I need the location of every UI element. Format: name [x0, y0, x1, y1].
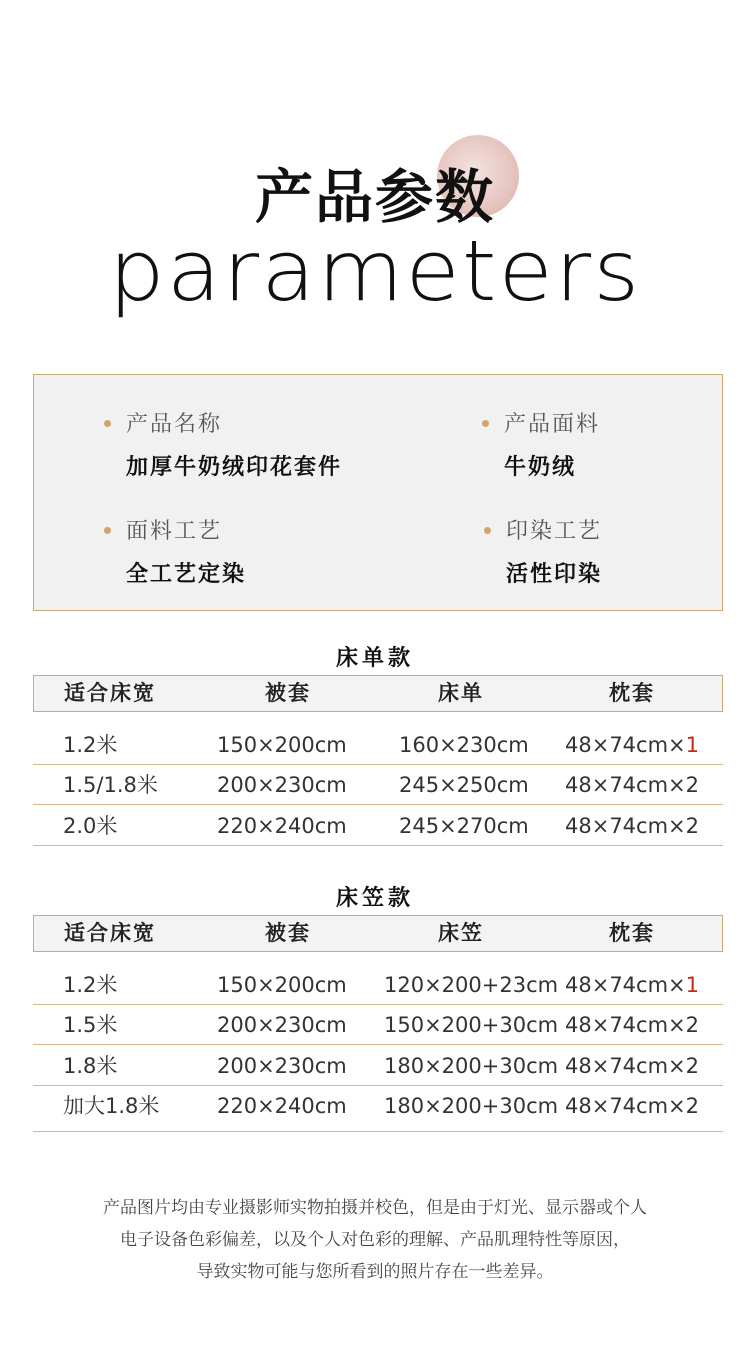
cell-pillow: [565, 1086, 699, 1126]
sheet-table-title: 床单款: [335, 646, 414, 671]
pillow-count: 1: [685, 973, 700, 997]
pillow-size: 48×74cm×: [565, 1013, 686, 1037]
cell-width: 2.0米: [63, 814, 118, 838]
table-row: [33, 765, 723, 805]
info-label: 面料工艺: [126, 519, 223, 544]
info-label: 印染工艺: [506, 519, 603, 544]
page-title: 产品参数: [254, 163, 495, 231]
bullet-dot-icon: [104, 527, 111, 534]
cell-duvet: 220×240cm: [217, 1094, 347, 1118]
product-info-panel: [33, 374, 723, 611]
disclaimer-line: 产品图片均由专业摄影师实物拍摄并校色，但是由于灯光、显示器或个人: [103, 1198, 647, 1218]
cell-width: 1.2米: [63, 733, 118, 757]
cell-duvet: 220×240cm: [217, 814, 347, 838]
info-value: 加厚牛奶绒印花套件: [126, 455, 343, 480]
bullet-dot-icon: [104, 420, 111, 427]
table-row: [33, 1046, 723, 1086]
info-value: 全工艺定染: [126, 562, 247, 587]
cell-pillow: [565, 1005, 699, 1045]
info-fabric-process: [126, 514, 246, 588]
cell-fitted-sheet: 120×200+23cm: [384, 973, 559, 997]
table-row: [33, 965, 723, 1005]
pillow-count: 2: [685, 773, 700, 797]
header-cell: 枕套: [609, 681, 655, 705]
cell-duvet: 200×230cm: [217, 1013, 347, 1037]
pillow-count: 2: [685, 814, 700, 838]
header-cell: 适合床宽: [64, 921, 156, 945]
pillow-count: 2: [685, 1013, 700, 1037]
cell-fitted-sheet: 180×200+30cm: [384, 1094, 559, 1118]
info-value: 牛奶绒: [504, 455, 577, 480]
info-value: 活性印染: [506, 562, 603, 587]
cell-width: 加大1.8米: [63, 1094, 160, 1118]
cell-duvet: 150×200cm: [217, 973, 347, 997]
page-subtitle: parameters: [108, 222, 642, 320]
header-cell: 床笠: [438, 921, 484, 945]
header-cell: 适合床宽: [64, 681, 156, 705]
disclaimer-text: [0, 1192, 750, 1288]
header-cell: 枕套: [609, 921, 655, 945]
cell-duvet: 200×230cm: [217, 1054, 347, 1078]
sheet-table-header: [33, 675, 723, 712]
header-cell: 床单: [438, 681, 484, 705]
pillow-size: 48×74cm×: [565, 1094, 686, 1118]
info-label: 产品名称: [126, 412, 223, 437]
pillow-size: 48×74cm×: [565, 973, 686, 997]
pillow-size: 48×74cm×: [565, 814, 686, 838]
bullet-dot-icon: [482, 420, 489, 427]
pillow-count: 1: [685, 733, 700, 757]
table-row: [33, 1005, 723, 1045]
cell-width: 1.2米: [63, 973, 118, 997]
cell-pillow: [565, 765, 699, 805]
cell-fitted-sheet: 150×200+30cm: [384, 1013, 559, 1037]
cell-duvet: 200×230cm: [217, 773, 347, 797]
header-cell: 被套: [265, 921, 311, 945]
bullet-dot-icon: [484, 527, 491, 534]
cell-pillow: [565, 965, 699, 1005]
cell-fitted-sheet: 180×200+30cm: [384, 1054, 559, 1078]
pillow-size: 48×74cm×: [565, 733, 686, 757]
disclaimer-line: 电子设备色彩偏差，以及个人对色彩的理解、产品肌理特性等原因，: [120, 1230, 630, 1250]
info-product-name: [126, 407, 342, 481]
disclaimer-line: 导致实物可能与您所看到的照片存在一些差异。: [196, 1262, 554, 1282]
cell-duvet: 150×200cm: [217, 733, 347, 757]
info-fabric: [504, 407, 600, 481]
pillow-size: 48×74cm×: [565, 773, 686, 797]
cell-pillow: [565, 725, 699, 765]
table-row: [33, 806, 723, 846]
cell-pillow: [565, 1046, 699, 1086]
fitted-table-title: 床笠款: [335, 886, 414, 911]
pillow-size: 48×74cm×: [565, 1054, 686, 1078]
pillow-count: 2: [685, 1054, 700, 1078]
pillow-count: 2: [685, 1094, 700, 1118]
cell-pillow: [565, 806, 699, 846]
table-row: [33, 1086, 723, 1132]
fitted-table-header: [33, 915, 723, 952]
header-cell: 被套: [265, 681, 311, 705]
cell-sheet: 245×270cm: [399, 814, 529, 838]
info-label: 产品面料: [504, 412, 601, 437]
cell-width: 1.5/1.8米: [63, 773, 158, 797]
cell-sheet: 160×230cm: [399, 733, 529, 757]
cell-sheet: 245×250cm: [399, 773, 529, 797]
table-row: [33, 725, 723, 765]
cell-width: 1.5米: [63, 1013, 118, 1037]
info-dye-process: [506, 514, 602, 588]
cell-width: 1.8米: [63, 1054, 118, 1078]
